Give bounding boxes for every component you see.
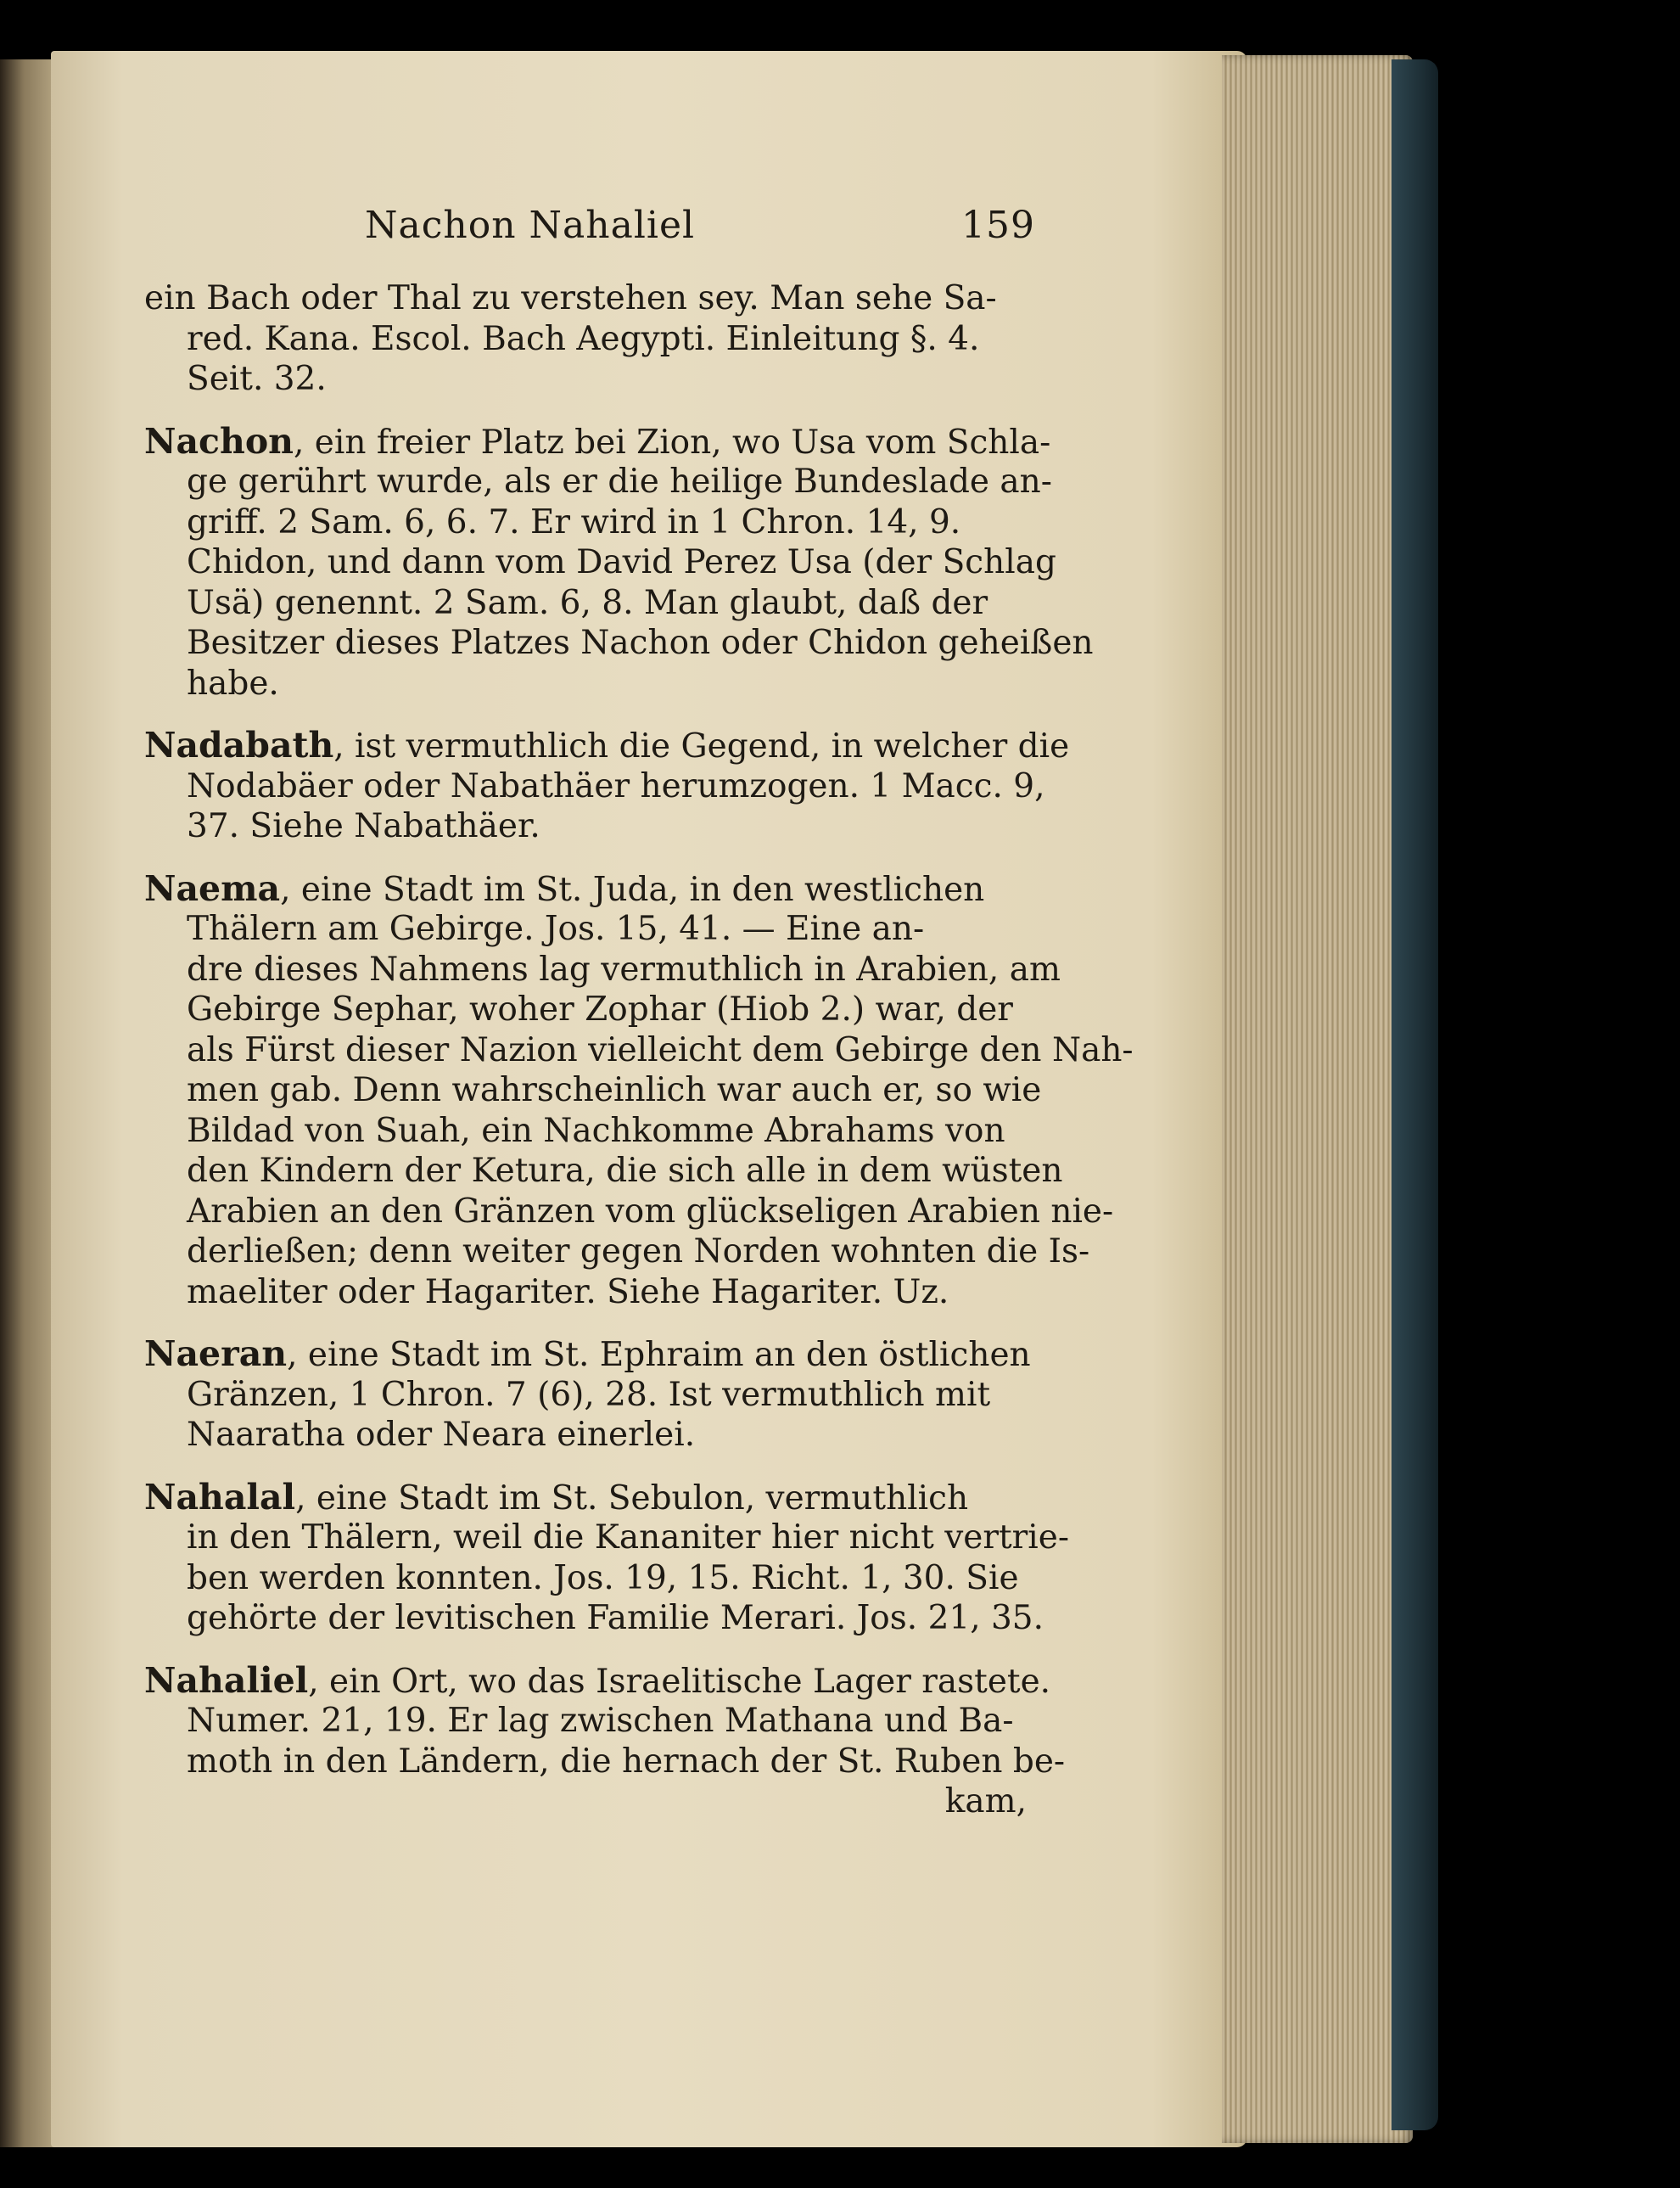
text-line: Naaratha oder Neara einerlei. bbox=[187, 1416, 696, 1454]
entry-headword: Nachon bbox=[144, 420, 294, 462]
entry-first-line: Naeran, eine Stadt im St. Ephraim an den östlichen bbox=[144, 1333, 1031, 1374]
text-line: Thälern am Gebirge. Jos. 15, 41. — Eine an- bbox=[187, 910, 925, 948]
entry-first-line: Nachon, ein freier Platz bei Zion, wo Usa vom Schla- bbox=[144, 420, 1051, 462]
entry-first-line: Nahaliel, ein Ort, wo das Israelitische Lager rastete. bbox=[144, 1659, 1051, 1701]
text-line: moth in den Ländern, die hernach der St. Ruben be- bbox=[187, 1742, 1066, 1781]
entry-headword: Naema bbox=[144, 867, 281, 909]
page-number: 159 bbox=[961, 204, 1035, 247]
text-line: Bildad von Suah, ein Nachkomme Abrahams von bbox=[187, 1111, 1005, 1150]
text-line: Usä) genennt. 2 Sam. 6, 8. Man glaubt, daß der bbox=[187, 583, 988, 622]
catchword: kam, bbox=[944, 1782, 1027, 1821]
entry-headword: Naeran bbox=[144, 1333, 288, 1374]
text-line: Seit. 32. bbox=[187, 360, 327, 398]
text-line: als Fürst dieser Nazion vielleicht dem Gebirge den Nah- bbox=[187, 1030, 1134, 1069]
text-line: gehörte der levitischen Familie Merari. Jos. 21, 35. bbox=[187, 1599, 1044, 1637]
text-line: Arabien an den Gränzen vom glückseligen Arabien nie- bbox=[187, 1192, 1114, 1231]
text-line: den Kindern der Ketura, die sich alle in dem wüsten bbox=[187, 1152, 1063, 1190]
text-line: ge gerührt wurde, als er die heilige Bundeslade an- bbox=[187, 463, 1052, 501]
text-line: derließen; denn weiter gegen Norden wohnten die Is- bbox=[187, 1232, 1090, 1271]
text-line: maeliter oder Hagariter. Siehe Hagariter. Uz. bbox=[187, 1272, 949, 1311]
text-line: 37. Siehe Nabathäer. bbox=[187, 807, 540, 845]
text-line: dre dieses Nahmens lag vermuthlich in Arabien, am bbox=[187, 950, 1061, 989]
entry-first-line: Naema, eine Stadt im St. Juda, in den westlichen bbox=[144, 867, 985, 909]
page-header bbox=[365, 204, 1035, 263]
text-line: Gebirge Sephar, woher Zophar (Hiob 2.) war, der bbox=[187, 990, 1013, 1029]
text-line: habe. bbox=[187, 664, 279, 703]
text-line: in den Thälern, weil die Kananiter hier nicht vertrie- bbox=[187, 1518, 1070, 1557]
text-line: Gränzen, 1 Chron. 7 (6), 28. Ist vermuthlich mit bbox=[187, 1375, 991, 1414]
text-line: Numer. 21, 19. Er lag zwischen Mathana und Ba- bbox=[187, 1702, 1014, 1740]
entry-headword: Nahaliel bbox=[144, 1659, 309, 1701]
text-line: Nodabäer oder Nabathäer herumzogen. 1 Macc. 9, bbox=[187, 766, 1045, 805]
entry-first-line: Nadabath, ist vermuthlich die Gegend, in welcher die bbox=[144, 725, 1070, 766]
text-line: ein Bach oder Thal zu verstehen sey. Man sehe Sa- bbox=[144, 279, 997, 317]
book-cover bbox=[1392, 59, 1438, 2130]
entry-headword: Nahalal bbox=[144, 1476, 296, 1518]
text-line: ben werden konnten. Jos. 19, 15. Richt. 1, 30. Sie bbox=[187, 1558, 1019, 1597]
page-text bbox=[144, 278, 1134, 1822]
page-stack-edges bbox=[1222, 55, 1413, 2143]
entry-first-line: Nahalal, eine Stadt im St. Sebulon, vermuthlich bbox=[144, 1476, 969, 1518]
text-line: red. Kana. Escol. Bach Aegypti. Einleitung §. 4. bbox=[187, 319, 980, 358]
text-line: men gab. Denn wahrscheinlich war auch er, so wie bbox=[187, 1071, 1042, 1109]
text-line: Besitzer dieses Platzes Nachon oder Chidon geheißen bbox=[187, 624, 1094, 662]
running-title: Nachon Nahaliel bbox=[365, 204, 696, 247]
text-line: Chidon, und dann vom David Perez Usa (der Schlag bbox=[187, 543, 1056, 581]
entry-headword: Nadabath bbox=[144, 725, 334, 766]
text-line: griff. 2 Sam. 6, 6. 7. Er wird in 1 Chron. 14, 9. bbox=[187, 502, 961, 541]
